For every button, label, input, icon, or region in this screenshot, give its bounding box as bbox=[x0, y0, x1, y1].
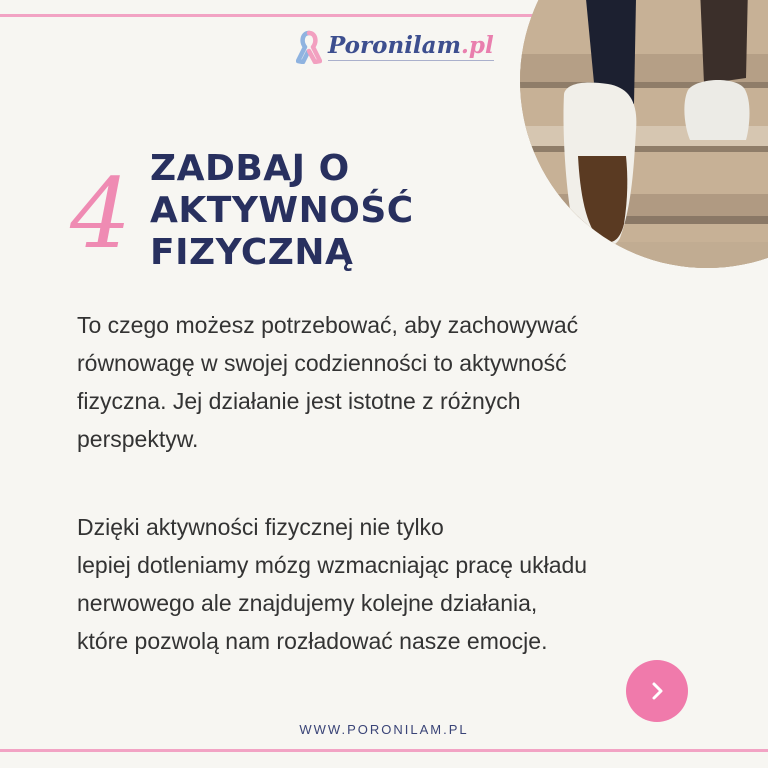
paragraph-line: równowagę w swojej codzienności to aktywność bbox=[77, 350, 567, 376]
paragraph-intro bbox=[77, 306, 717, 458]
logo-text bbox=[328, 31, 494, 61]
awareness-ribbon-icon bbox=[296, 30, 322, 64]
logo-tld: .pl bbox=[460, 31, 494, 59]
heading-line: AKTYWNOŚĆ bbox=[150, 190, 414, 231]
paragraph-line: perspektyw. bbox=[77, 426, 199, 452]
chevron-right-icon bbox=[646, 680, 668, 702]
stairs-photo bbox=[520, 0, 768, 268]
top-divider bbox=[0, 14, 540, 17]
paragraph-line: lepiej dotleniamy mózg wzmacniając pracę układu bbox=[77, 552, 588, 578]
paragraph-benefits bbox=[77, 508, 717, 660]
stairs-illustration bbox=[520, 0, 768, 268]
next-slide-button[interactable] bbox=[626, 660, 688, 722]
heading-line: FIZYCZNĄ bbox=[150, 232, 354, 273]
logo[interactable] bbox=[296, 30, 494, 64]
paragraph-line: które pozwolą nam rozładować nasze emocje. bbox=[77, 628, 548, 654]
paragraph-line: nerwowego ale znajdujemy kolejne działania, bbox=[77, 590, 538, 616]
heading bbox=[150, 148, 414, 274]
heading-line: ZADBAJ O bbox=[150, 148, 350, 189]
step-number: 4 bbox=[70, 158, 132, 270]
paragraph-line: Dzięki aktywności fizycznej nie tylko bbox=[77, 514, 444, 540]
bottom-divider bbox=[0, 749, 768, 752]
footer-url[interactable]: WWW.PORONILAM.PL bbox=[299, 722, 469, 737]
paragraph-line: To czego możesz potrzebować, aby zachowywać bbox=[77, 312, 579, 338]
paragraph-line: fizyczna. Jej działanie jest istotne z różnych bbox=[77, 388, 521, 414]
logo-name: Poronilam bbox=[328, 31, 461, 59]
